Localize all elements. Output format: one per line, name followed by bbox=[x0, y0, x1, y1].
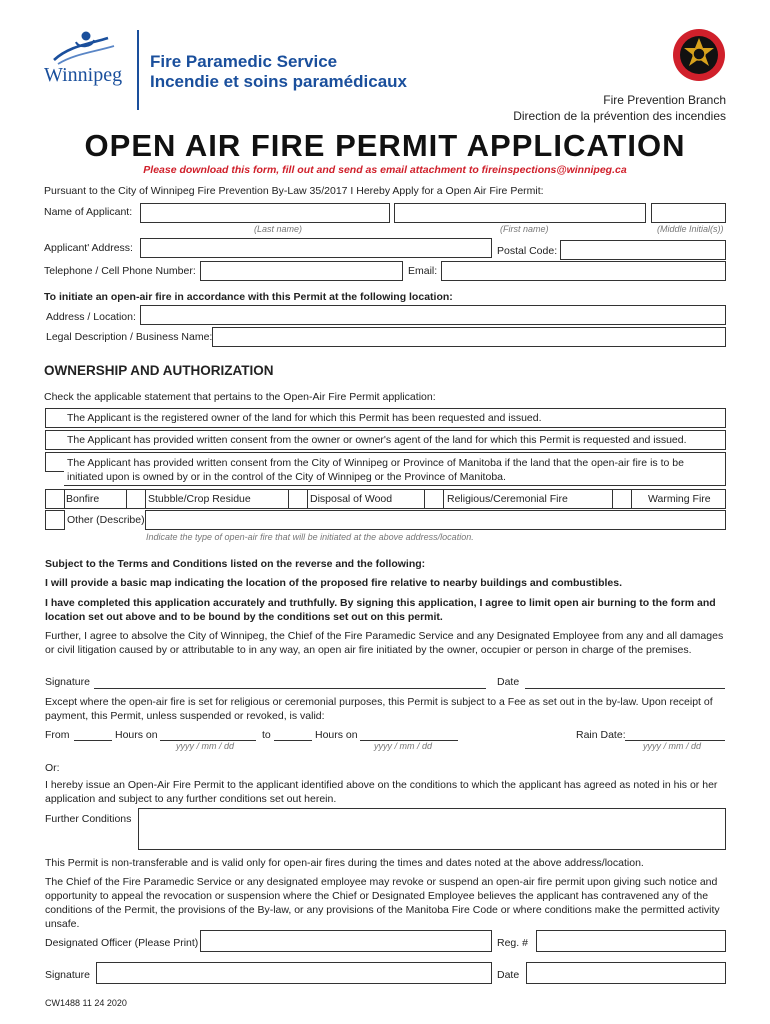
ownership-option-2 bbox=[64, 430, 726, 450]
ownership-option-1 bbox=[64, 408, 726, 428]
middle-initial-hint: (Middle Initial(s)) bbox=[657, 224, 724, 234]
stubble-label: Stubble/Crop Residue bbox=[148, 493, 251, 505]
service-name-en: Fire Paramedic Service bbox=[150, 52, 338, 71]
reg-number-label: Reg. # bbox=[497, 937, 528, 949]
rain-date-line[interactable] bbox=[625, 728, 725, 741]
logo-text: Winnipeg bbox=[44, 64, 123, 86]
fire-type-row bbox=[44, 488, 726, 510]
officer-label: Designated Officer (Please Print) bbox=[45, 937, 199, 949]
ownership-option-3 bbox=[64, 452, 726, 486]
officer-signature-input[interactable] bbox=[96, 962, 492, 984]
name-label: Name of Applicant: bbox=[44, 206, 133, 218]
last-name-input[interactable] bbox=[140, 203, 390, 223]
postal-code-label: Postal Code: bbox=[497, 245, 558, 257]
ownership-option-3-text: The Applicant has provided written consent from the City of Winnipeg or Province of Manitoba if the land that the open-air fire is to be initiated upon is owned by or in the control of the City of Winnipeg or the Province of Manitoba. bbox=[67, 457, 684, 483]
disposal-checkbox[interactable] bbox=[288, 489, 308, 509]
rain-date-hint: yyyy / mm / dd bbox=[643, 741, 702, 751]
city-consent-checkbox[interactable] bbox=[45, 452, 65, 472]
reg-number-input[interactable] bbox=[536, 930, 726, 952]
phone-label: Telephone / Cell Phone Number: bbox=[44, 265, 196, 277]
to-date-line[interactable] bbox=[360, 728, 458, 741]
religious-label: Religious/Ceremonial Fire bbox=[447, 493, 568, 505]
rain-date-label: Rain Date: bbox=[576, 729, 626, 741]
postal-code-input[interactable] bbox=[560, 240, 726, 260]
accuracy-statement: I have completed this application accurately and truthfully. By signing this application, I agree to limit open air burning to the form and location set out above and to be bound by the conditions set out on this permit. bbox=[45, 597, 716, 623]
first-name-hint: (First name) bbox=[500, 224, 549, 234]
service-name-fr: Incendie et soins paramédicaux bbox=[150, 72, 407, 91]
map-statement: I will provide a basic map indicating the location of the proposed fire relative to nearby buildings and combustibles. bbox=[45, 577, 623, 589]
bonfire-label: Bonfire bbox=[66, 493, 100, 505]
intro-text: Pursuant to the City of Winnipeg Fire Prevention By-Law 35/2017 I Hereby Apply for a Open Air Fire Permit: bbox=[44, 185, 544, 197]
ownership-option-2-text: The Applicant has provided written consent from the owner or owner's agent of the land for which this Permit is requested and issued. bbox=[67, 434, 687, 446]
further-conditions-label: Further Conditions bbox=[45, 813, 132, 825]
applicant-address-input[interactable] bbox=[140, 238, 492, 258]
applicant-signature-label: Signature bbox=[45, 676, 90, 688]
chief-text: The Chief of the Fire Paramedic Service or any designated employee may revoke or suspend an open-air fire permit upon giving such notice and opportunity to appeal the revocation or suspension where the Chief or Designated Employee believes the applicant has contravened any of the conditions of the Permit, the provisions of the By-law, or any provisions of the Manitoba Fire Code or where conditions make the permitted activity unsafe. bbox=[45, 876, 720, 930]
branch-name-fr: Direction de la prévention des incendies bbox=[513, 109, 726, 123]
email-label: Email: bbox=[408, 265, 438, 277]
other-checkbox[interactable] bbox=[45, 510, 65, 530]
religious-checkbox[interactable] bbox=[424, 489, 444, 509]
applicant-date-label: Date bbox=[497, 676, 520, 688]
ownership-heading: OWNERSHIP AND AUTHORIZATION bbox=[44, 363, 274, 378]
winnipeg-logo bbox=[44, 26, 130, 88]
from-hours-line[interactable] bbox=[74, 728, 112, 741]
form-code: CW1488 11 24 2020 bbox=[45, 998, 127, 1008]
hours-on-label-1: Hours on bbox=[115, 729, 158, 741]
email-input[interactable] bbox=[441, 261, 726, 281]
applicant-signature-line[interactable] bbox=[94, 676, 486, 689]
branch-name-en: Fire Prevention Branch bbox=[603, 93, 726, 107]
middle-initial-input[interactable] bbox=[651, 203, 726, 223]
from-date-line[interactable] bbox=[160, 728, 256, 741]
location-heading: To initiate an open-air fire in accordance with this Permit at the following location: bbox=[44, 291, 453, 303]
legal-description-label: Legal Description / Business Name: bbox=[46, 331, 213, 343]
owner-checkbox[interactable] bbox=[45, 408, 65, 428]
or-label: Or: bbox=[45, 762, 60, 774]
legal-description-input[interactable] bbox=[212, 327, 726, 347]
ownership-instruction: Check the applicable statement that pertains to the Open-Air Fire Permit application: bbox=[44, 391, 436, 403]
other-label: Other (Describe) bbox=[67, 514, 145, 526]
warming-label: Warming Fire bbox=[648, 493, 711, 505]
further-conditions-input[interactable] bbox=[138, 808, 726, 850]
fire-service-badge bbox=[672, 28, 726, 82]
stubble-checkbox[interactable] bbox=[126, 489, 146, 509]
to-label: to bbox=[262, 729, 271, 741]
page-title: OPEN AIR FIRE PERMIT APPLICATION bbox=[84, 128, 686, 163]
from-date-hint: yyyy / mm / dd bbox=[176, 741, 235, 751]
warming-checkbox[interactable] bbox=[612, 489, 632, 509]
fire-type-hint: Indicate the type of open-air fire that will be initiated at the above address/location. bbox=[146, 532, 474, 542]
applicant-date-line[interactable] bbox=[525, 676, 725, 689]
header-divider bbox=[137, 30, 139, 110]
last-name-hint: (Last name) bbox=[254, 224, 303, 234]
from-label: From bbox=[45, 729, 70, 741]
location-address-label: Address / Location: bbox=[46, 311, 136, 323]
terms-heading: Subject to the Terms and Conditions listed on the reverse and the following: bbox=[45, 558, 426, 570]
email-instruction: Please download this form, fill out and send as email attachment to fireinspections@winnipeg.ca bbox=[143, 164, 627, 176]
fire-badge-icon bbox=[672, 28, 726, 82]
first-name-input[interactable] bbox=[394, 203, 646, 223]
other-describe-input[interactable] bbox=[145, 510, 726, 530]
phone-input[interactable] bbox=[200, 261, 403, 281]
logo-swirl-icon bbox=[44, 26, 130, 66]
non-transferable-text: This Permit is non-transferable and is valid only for open-air fires during the times and dates noted at the above address/location. bbox=[45, 857, 644, 869]
location-address-input[interactable] bbox=[140, 305, 726, 325]
issue-text: I hereby issue an Open-Air Fire Permit to the applicant identified above on the conditions to which the applicant has agreed as noted in his or her application and subject to any further conditions set out herein. bbox=[45, 779, 718, 805]
ownership-option-1-text: The Applicant is the registered owner of the land for which this Permit has been requested and issued. bbox=[67, 412, 542, 424]
to-hours-line[interactable] bbox=[274, 728, 312, 741]
officer-date-label: Date bbox=[497, 969, 520, 981]
bonfire-checkbox[interactable] bbox=[45, 489, 65, 509]
officer-signature-label: Signature bbox=[45, 969, 90, 981]
to-date-hint: yyyy / mm / dd bbox=[374, 741, 433, 751]
absolve-statement: Further, I agree to absolve the City of Winnipeg, the Chief of the Fire Paramedic Service and any Designated Employee from any and all damages or civil litigation caused by or attributable to in any way, an open air fire initiated by the owner, occupier or person in charge of the premises. bbox=[45, 630, 724, 656]
hours-on-label-2: Hours on bbox=[315, 729, 358, 741]
fee-text: Except where the open-air fire is set for religious or ceremonial purposes, this Permit is subject to a Fee as set out in the by-law. Upon receipt of payment, this Permit, unless suspended or revoked, is valid: bbox=[45, 696, 713, 722]
officer-date-input[interactable] bbox=[526, 962, 726, 984]
owner-consent-checkbox[interactable] bbox=[45, 430, 65, 450]
disposal-label: Disposal of Wood bbox=[310, 493, 393, 505]
officer-name-input[interactable] bbox=[200, 930, 492, 952]
address-label: Applicant' Address: bbox=[44, 242, 133, 254]
